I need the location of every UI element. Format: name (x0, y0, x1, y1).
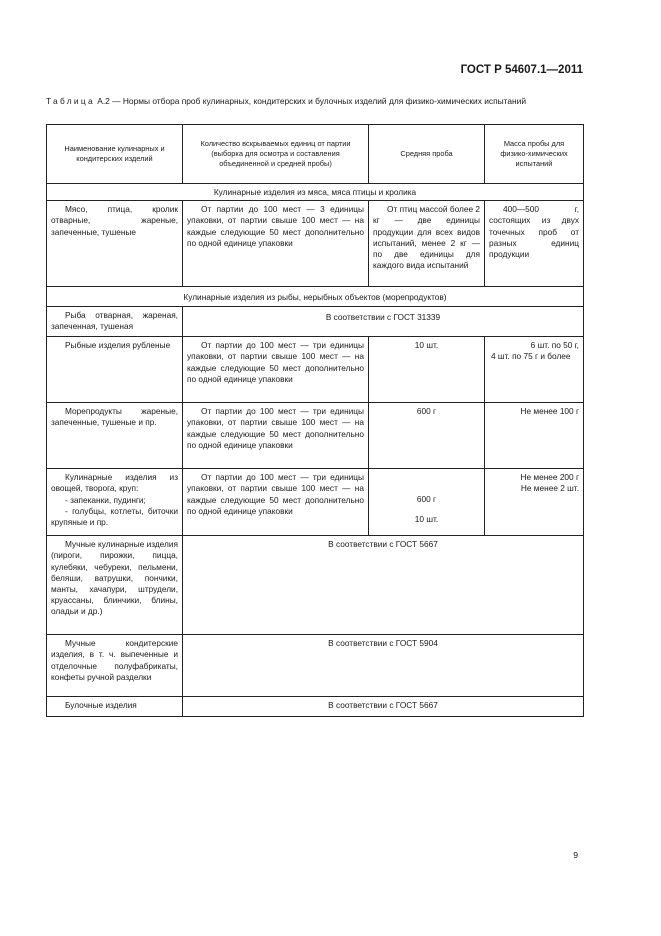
veg-name-sub-1: - запеканки, пудинги; (65, 494, 146, 505)
cell-fish-chopped-mass (485, 337, 584, 403)
cell-fish-name: Рыба отварная, жареная, запеченная, тушеная (47, 307, 183, 337)
cell-confect-name: Мучные кондитерские изделия, в т. ч. выпеченные и отделочные полуфабрикаты, конфеты ручной разделки (47, 635, 183, 697)
section-row-meat (47, 184, 584, 201)
cell-meat-mass: 400—500 г, состоящих из двух точечных проб от разных единиц продукции (485, 201, 584, 287)
header-average-sample: Средняя проба (369, 125, 485, 184)
cell-meat-qty: От партии до 100 мест — 3 единицы упаковки, от партии свыше 100 мест — на каждые следующие 50 мест дополнительно по одной единице упаковки (183, 201, 369, 287)
cell-seafood-qty: От партии до 100 мест — три единицы упаковки, от партии свыше 100 мест — на каждые следующие 50 мест дополнительно по одной единице упаковки (183, 403, 369, 469)
table-row-flour (47, 536, 584, 635)
cell-fish-chopped-avg: 10 шт. (369, 337, 485, 403)
cell-fish-chopped-name: Рыбные изделия рубленые (47, 337, 183, 403)
fish-chopped-mass-line-2: 4 шт. по 75 г и более (491, 351, 571, 362)
table-row-bakery (47, 697, 584, 717)
cell-meat-avg: От птиц массой более 2 кг — две единицы продукции для всех видов испытаний, менее 2 кг — по две единицы для каждого вида испытаний (369, 201, 485, 287)
section-title-meat: Кулинарные изделия из мяса, мяса птицы и кролика (47, 184, 584, 201)
document-code: ГОСТ Р 54607.1—2011 (460, 64, 583, 76)
section-title-fish: Кулинарные изделия из рыбы, нерыбных объектов (морепродуктов) (47, 287, 584, 307)
table-caption-prefix: Таблица (46, 96, 95, 106)
table-header-row (47, 125, 584, 184)
table-caption (46, 95, 582, 107)
table-row-confectionery (47, 635, 584, 697)
cell-fish-chopped-qty: От партии до 100 мест — три единицы упаковки, от партии свыше 100 мест — на каждые следующие 50 мест дополнительно по одной единице упаковки (183, 337, 369, 403)
table-caption-text: А.2 — Нормы отбора проб кулинарных, кондитерских и булочных изделий для физико-химических испытаний (94, 96, 527, 106)
table-row-vegetables (47, 469, 584, 536)
cell-meat-name: Мясо, птица, кролик отварные, жареные, запеченные, тушеные (47, 201, 183, 287)
section-row-fish (47, 287, 584, 307)
cell-fish-ref: В соответствии с ГОСТ 31339 (183, 307, 584, 337)
cell-bakery-name: Булочные изделия (47, 697, 183, 717)
cell-flour-name: Мучные кулинарные изделия (пироги, пирожки, пицца, кулебяки, чебуреки, пельмени, беляши, ватрушки, пончики, манты, хачапури, штрудели, круассаны, блинчики, блины, оладьи и др.) (47, 536, 183, 635)
page-number: 9 (573, 850, 578, 860)
header-product-name: Наименование кулинарных и кондитерских изделий (47, 125, 183, 184)
fish-chopped-mass-line-1: 6 шт. по 50 г, (530, 340, 579, 351)
cell-veg-qty: От партии до 100 мест — три единицы упаковки, от партии свыше 100 мест — на каждые следующие 50 мест дополнительно по одной единице упаковки (183, 469, 369, 536)
cell-seafood-name: Морепродукты жареные, запеченные, тушеные и пр. (47, 403, 183, 469)
veg-name-main: Кулинарные изделия из овощей, творога, круп: (51, 472, 178, 494)
header-units-opened: Количество вскрываемых единиц от партии (выборка для осмотра и составления объединенной и средней пробы) (183, 125, 369, 184)
cell-seafood-mass: Не менее 100 г (485, 403, 584, 469)
table-row-fish (47, 307, 584, 337)
table-row-meat (47, 201, 584, 287)
sampling-norms-table (46, 124, 584, 717)
table-row-seafood (47, 403, 584, 469)
cell-seafood-avg: 600 г (369, 403, 485, 469)
veg-avg-1: 600 г (416, 494, 437, 505)
cell-veg-name (47, 469, 183, 536)
cell-veg-avg (369, 469, 485, 536)
veg-mass-2: Не менее 2 шт. (520, 483, 579, 494)
cell-veg-mass (485, 469, 584, 536)
veg-mass-1: Не менее 200 г (520, 472, 579, 483)
cell-bakery-ref: В соответствии с ГОСТ 5667 (183, 697, 584, 717)
header-sample-mass: Масса пробы для физико-химических испытаний (485, 125, 584, 184)
table-row-fish-chopped (47, 337, 584, 403)
cell-confect-ref: В соответствии с ГОСТ 5904 (183, 635, 584, 697)
veg-avg-2: 10 шт. (414, 514, 439, 525)
cell-flour-ref: В соответствии с ГОСТ 5667 (183, 536, 584, 635)
veg-name-sub-2: - голубцы, котлеты, биточки крупяные и пр. (51, 505, 178, 528)
